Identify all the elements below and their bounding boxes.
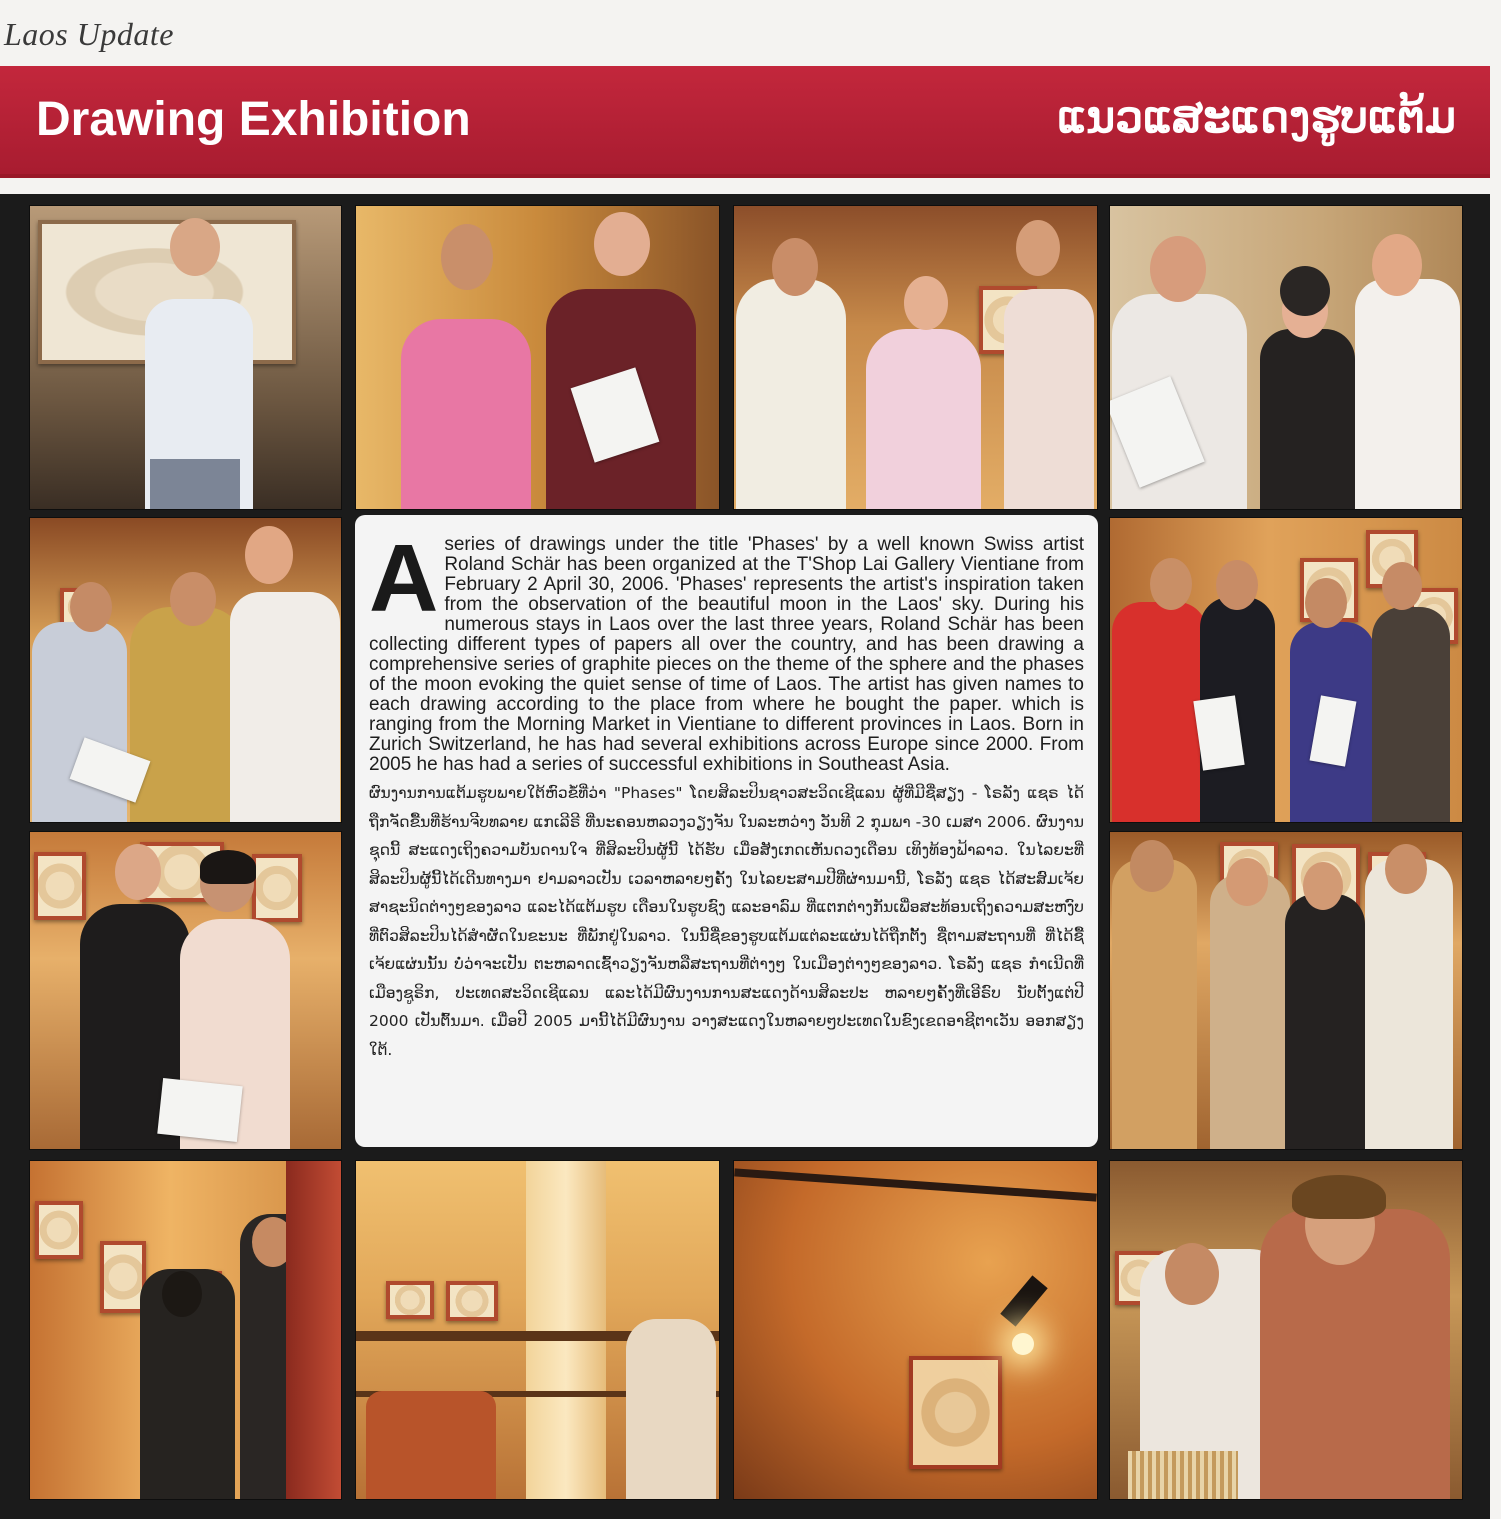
section-label: Laos Update xyxy=(4,16,174,52)
photo-9 xyxy=(29,1160,342,1500)
photo-12 xyxy=(1109,1160,1463,1500)
photo-4 xyxy=(1109,205,1463,510)
article-lao-body: ຜົນງານການແຕ້ມຮູບພາຍໃຕ້ຫົວຂໍ້ທີ່ວ່າ "Phases" ໂດຍສິລະປິນຊາວສະວິດເຊີແລນ ຜູ້ທີ່ມີຊື່ສຽງ - ໂຣລັງ ແຊຣ ໄດ້ຖືກຈັດຂື້ນທີ່ຮ້ານຈີບທລາຍ ແກເລີຣີ ທີ່ນະຄອນຫລວງວຽງຈັນ ໃນລະຫວ່າງ ວັນທີ 2 ກຸມພາ -30 ເມສາ 2006. ຜົນງານຊຸດນີ້ ສະແດງເຖິງຄວາມບັນດານໃຈ ທີ່ສິລະປິນຜູ້ນີ້ ໄດ້ຮັບ ເມື່ອສັງເກດເຫັນດວງເດືອນ ເທິງທ້ອງຟ້າລາວ. ໃນໄລຍະທີ່ສິລະປິນຜູ້ນີ້ໄດ້ເດີນທາງມາ ຢາມລາວເປັນ ເວລາຫລາຍໆຄັ້ງ ໃນໄລຍະສາມປີທີ່ຜ່ານມານີ້, ໂຣລັງ ແຊຣ ໄດ້ສະສົມເຈ້ຍສາຊະນິດຕ່າງໆຂອງລາວ ແລະໄດ້ແຕ້ມຮູບ ເດືອນໃນຮູບຊົງ ແລະອາລົມ ທີ່ແຕກຕ່າງກັນເພື່ອສະທ້ອນເຖິງຄວາມສະຫງົບ ທີ່ຕົວສິລະປິນໄດ້ສຳຜັດໃນຂະນະ ທີ່ພັກຢູ່ໃນລາວ. ໃນນີ້ຊື່ຂອງຮູບແຕ້ມແຕ່ລະແຜ່ນໄດ້ຖືກຕັ້ງ ຊື່ຕາມສະຖານທີ່ ທີ່ໄດ້ຊື້ເຈ້ຍແຜ່ນນັ້ນ ບໍ່ວ່າຈະເປັນ ຕະຫລາດເຊົ້າວຽງຈັນຫລືສະຖານທີ່ຕ່າງໆ ໃນເມືອງຕ່າງໆຂອງລາວ. ໂຣລັງ ແຊຣ ກຳເນີດທີ່ເມືອງຊູຣິກ, ປະເທດສະວິດເຊີແລນ ແລະໄດ້ມີຜົນງານການສະແດງດ້ານສິລະປະ ຫລາຍໆຄັ້ງທີ່ເອີຣົບ ນັບຕັ້ງແຕ່ປີ 2000 ເປັນຕົ້ນມາ. ເມື່ອປີ 2005 ມານີ້ໄດ້ມີຜົນງານ ວາງສະແດງໃນຫລາຍໆປະເທດໃນຂົງເຂດອາຊີຕາເວັນ ອອກສຽງໃຕ້. xyxy=(369,784,1084,1059)
photo-5 xyxy=(29,517,342,823)
photo-7 xyxy=(29,831,342,1150)
title-banner xyxy=(0,66,1490,178)
drop-cap: A xyxy=(369,525,439,632)
article-text-box xyxy=(355,515,1098,1147)
article-english-body: series of drawings under the title 'Phases' by a well known Swiss artist Roland Schär has been organized at the T'Shop Lai Gallery Vientiane from February 2 April 30, 2006. 'Phases' represents the artist's inspiration taken from the observation of the beautiful moon in the Laos' sky. During his numerous stays in Laos over the last three years, Roland Schär has been collecting different types of papers all over the country, and has been drawing a comprehensive series of graphite pieces on the theme of the sphere and the phases of the moon evoking the quiet sense of time of Laos. The artist has given names to each drawing according to the place from where he bought the paper. which is ranging from the Morning Market in Vientiane to different provinces in Laos. Born in Zurich Switzerland, he has had several exhibitions across Europe since 2000. From 2005 he has had a series of successful exhibitions in Southeast Asia. xyxy=(369,534,1084,775)
photo-10 xyxy=(355,1160,720,1500)
page-title: Drawing Exhibition xyxy=(36,93,471,146)
photo-3 xyxy=(733,205,1098,510)
photo-11 xyxy=(733,1160,1098,1500)
photo-1 xyxy=(29,205,342,510)
page-title-lao: ແນວແສະແດງຮູບແຕ້ມ xyxy=(1057,93,1456,142)
photo-8 xyxy=(1109,831,1463,1150)
photo-6 xyxy=(1109,517,1463,823)
photo-2 xyxy=(355,205,720,510)
